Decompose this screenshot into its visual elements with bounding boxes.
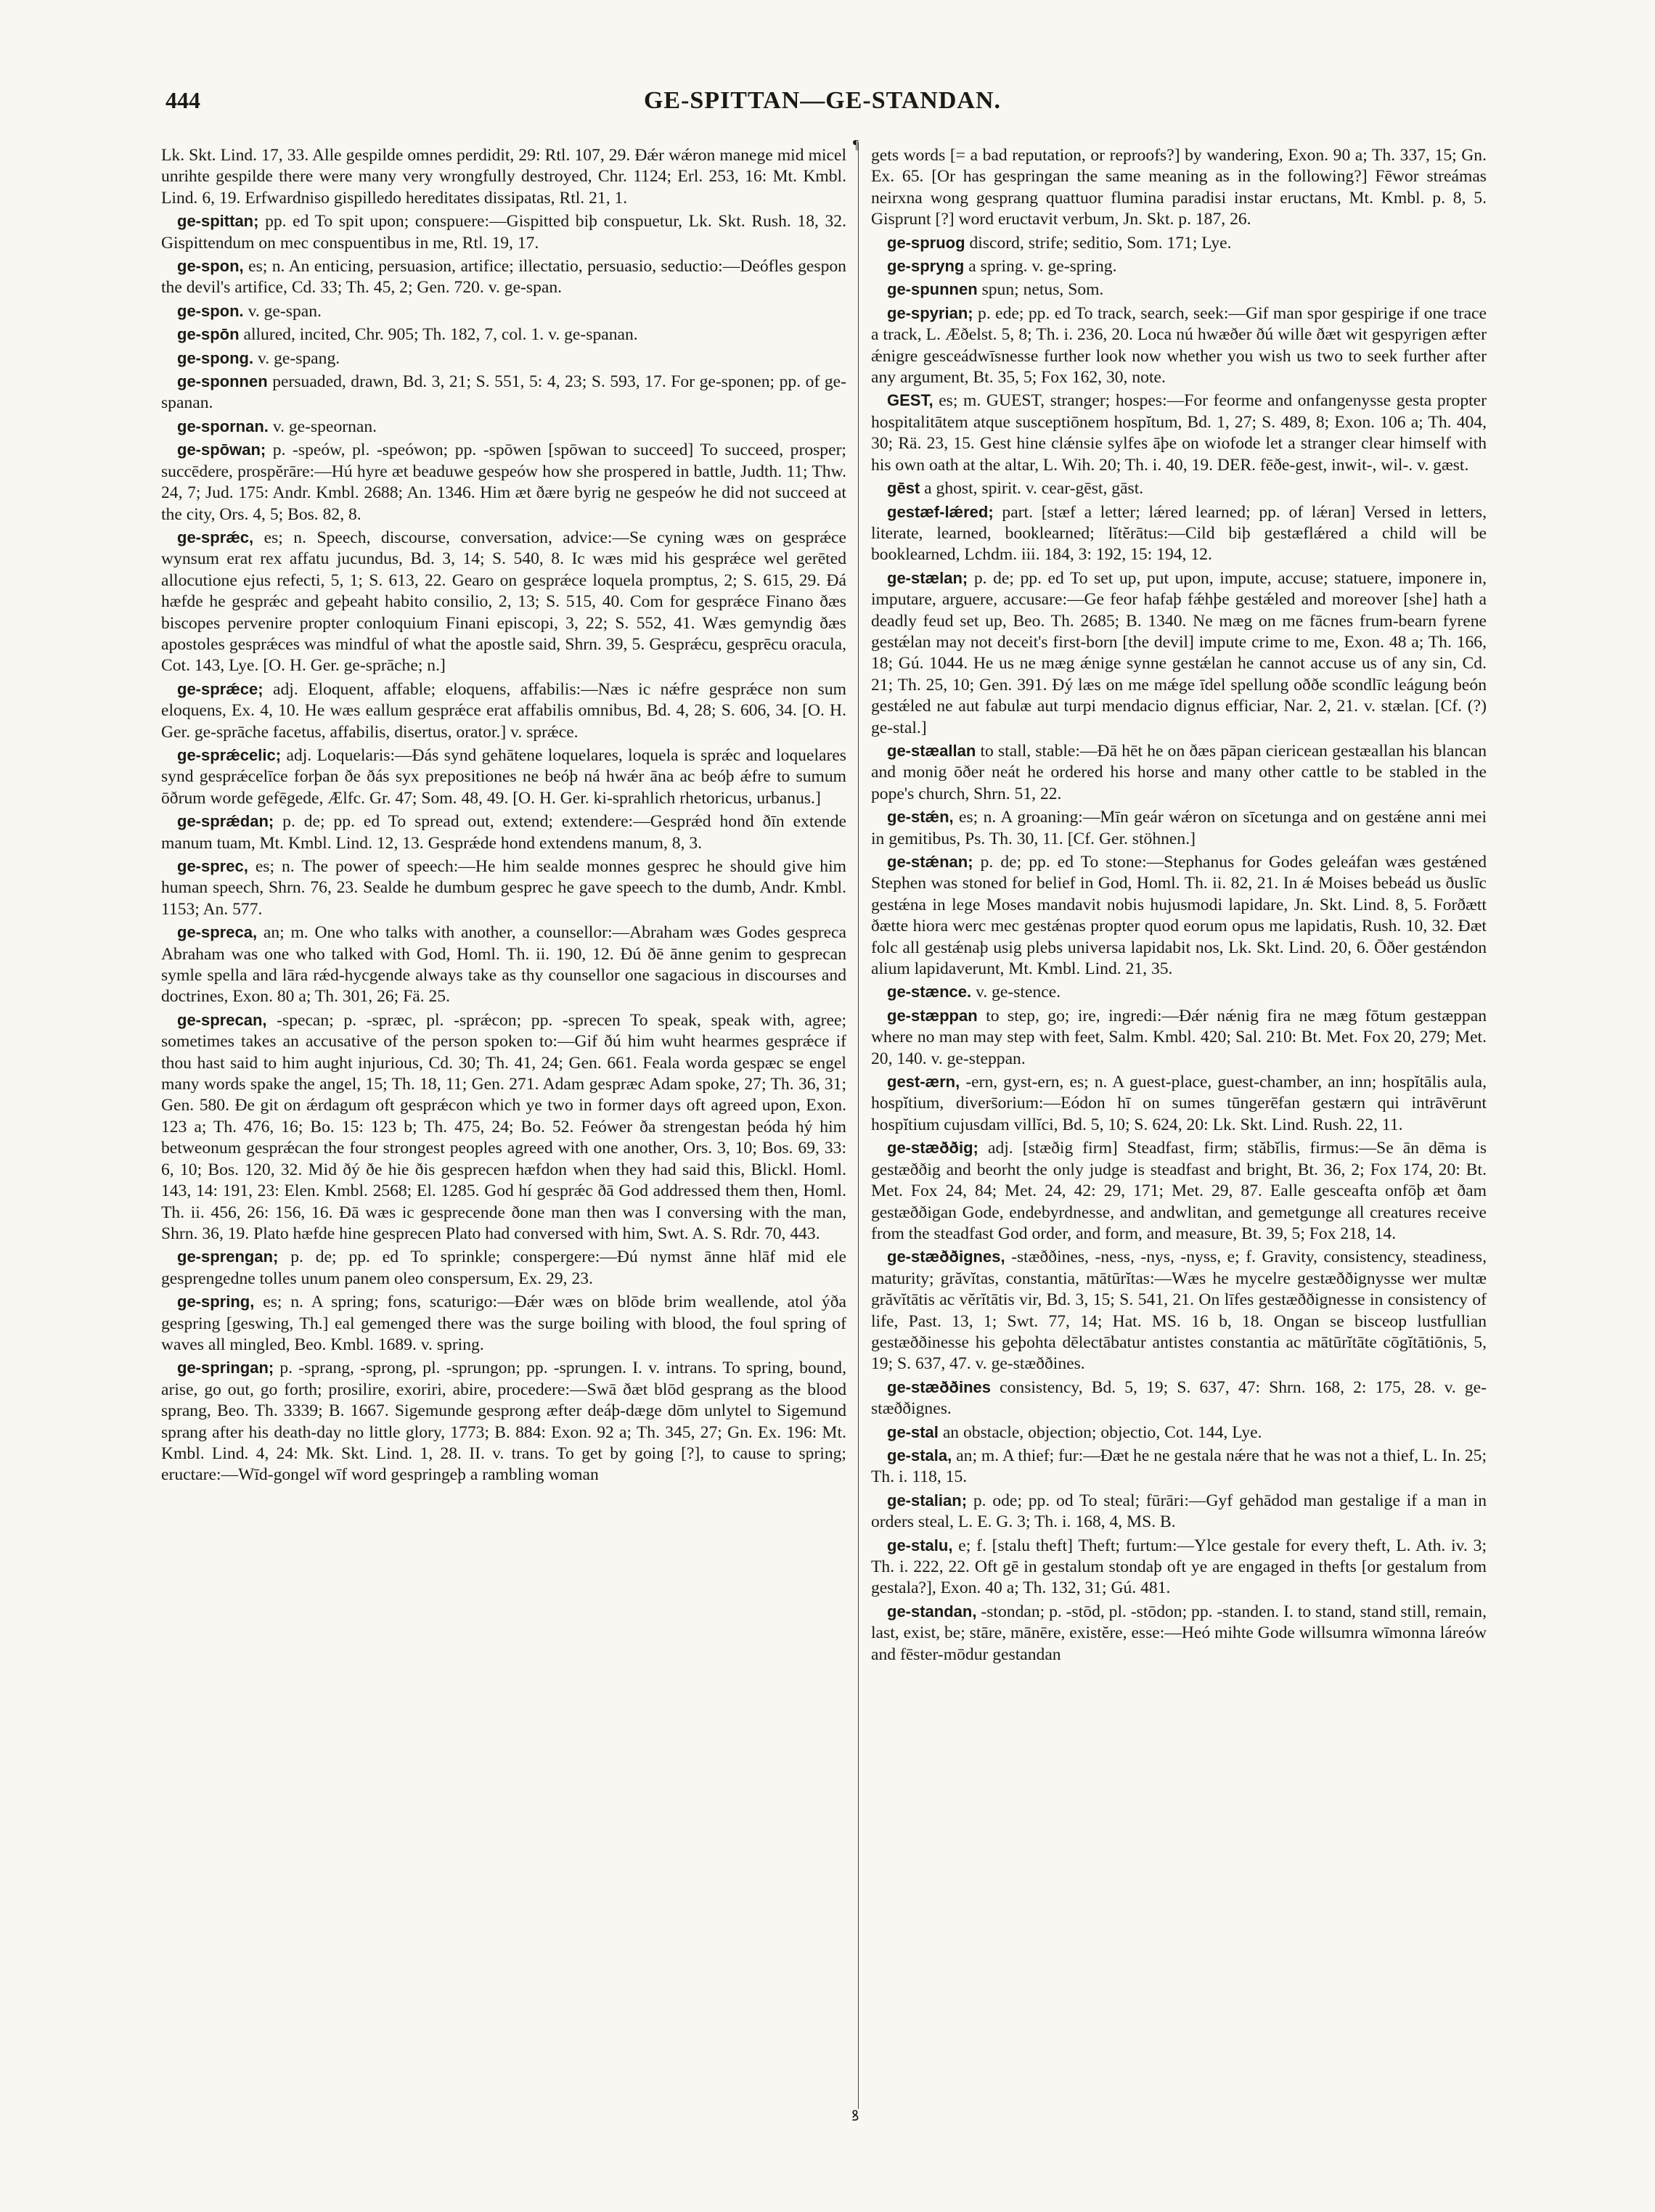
entry-headword: ge-spreca, — [177, 923, 258, 942]
entry-definition: to stall, stable:—Ðā hēt he on ðæs pāpan ciericean gestæallan his blancan and monig ōðer neát he ordered his horse and many other cattle to be stabled in the pope's church, Shrn. 51, 22. — [871, 741, 1487, 803]
dictionary-entry — [161, 145, 846, 209]
dictionary-entry — [871, 390, 1487, 476]
dictionary-entry — [161, 745, 846, 809]
entry-definition: Lk. Skt. Lind. 17, 33. Alle gespilde omnes perdidit, 29: Rtl. 107, 29. Ðǽr wǽron manege mid micel unrihte gespilde there were many very wrongfully destroyed, Chr. 1124; Erl. 253, 16: Mt. Kmbl. Lind. 6, 19. Erfwardniso gispilledo hereditates dissipatas, Rtl. 21, 1. — [161, 146, 846, 208]
page-header — [166, 87, 1479, 128]
entry-headword: ge-spornan. — [177, 417, 269, 435]
entry-headword: ge-standan, — [887, 1602, 977, 1621]
column-rule-top-ornament: ¶ — [853, 137, 859, 152]
entry-definition: spun; netus, Som. — [981, 280, 1104, 300]
entry-headword: ge-stal — [887, 1422, 939, 1441]
entry-definition: v. ge-speornan. — [272, 417, 377, 436]
entry-definition: consistency, Bd. 5, 19; S. 637, 47: Shrn. 168, 2: 175, 28. v. ge-stæððignes. — [871, 1377, 1487, 1419]
entry-definition: -stæððines, -ness, -nys, -nyss, e; f. Gravity, consistency, steadiness, maturity; grăvĭtas, constantia, mātūrĭtas:—Wæs he mycelre gestæððignysse wer multæ grăvĭtātis ac vĕrĭtātis vir, Bd. 3, 15; S. 541, 21. On līfes gestæððignesse in consistency of life, Past. 13, 1; Swt. 77, 14; Hat. MS. 16 b, 18. Ongan se bisceop lustfullian gestæððinesse his geþohta dēlectābatur antistes constantia ac mātūrĭtāte cōgĭtātiōnis, 5, 19; S. 637, 47. v. ge-stæððines. — [871, 1248, 1487, 1374]
entry-definition: p. de; pp. ed To sprinkle; conspergere:—Ðú nymst ānne hlāf mid ele gesprengedne tolles unum panem oleo conspersum, Ex. 29, 23. — [161, 1248, 846, 1288]
dictionary-entry — [161, 811, 846, 854]
dictionary-entry — [161, 300, 846, 322]
entry-definition: p. de; pp. ed To set up, put upon, impute, accuse; statuere, imponere in, imputare, arguere, accusare:—Ge feor hafaþ fǽhþe gestǽled and moreover [she] hath a deadly feud set up, Beo. Th. 2685; B. 1340. Ne mæg on me fācnes frum-bearn fyrene gestǽlan may not deceit's first-born [the devil] impute crime to me, Exon. 48 a; Th. 166, 18; Gú. 1044. He us ne mæg ǽnige synne gestǽlan he cannot accuse us of any sin, Cd. 21; Th. 25, 10; Gen. 391. Ðý læs on me mǽge īdel spellung oððe scondlīc leágung beón gestǽled ne aut fabulæ aut turpi mendacio dignus efficiar, Nar. 2, 21. v. stælan. [Cf. (?) ge-stal.] — [871, 568, 1487, 737]
dictionary-entry — [871, 806, 1487, 850]
entry-definition: a ghost, spirit. v. cear-gēst, gāst. — [924, 479, 1144, 499]
dictionary-entry — [161, 255, 846, 299]
left-column — [161, 145, 846, 2148]
entry-headword: ge-stæððines — [887, 1377, 992, 1396]
dictionary-entry — [871, 478, 1487, 499]
entry-headword: ge-stalian; — [887, 1491, 968, 1510]
dictionary-entry — [871, 1422, 1487, 1443]
entry-definition: part. [stæf a letter; lǽred learned; pp. of lǽran] Versed in letters, literate, learned, booklearned; lĭtĕrātus:—Cild biþ gestæflǽred a child will be booklearned, Lchdm. iii. 184, 3: 192, 15: 194, 12. — [871, 502, 1487, 565]
entry-definition: adj. Eloquent, affable; eloquens, affabilis:—Næs ic nǽfre gesprǽce non sum eloquens, Ex. 4, 10. He wæs eallum gesprǽce erat affabilis omnibus, Bd. 4, 28; S. 606, 34. [O. H. Ger. ge-sprāche facetus, affabilis, disertus, orator.] v. sprǽce. — [161, 679, 846, 742]
entry-headword: ge-stǽn, — [887, 808, 954, 827]
entry-headword: ge-springan; — [177, 1359, 274, 1377]
entry-headword: ge-spyrian; — [887, 303, 973, 322]
entry-headword: GEST, — [887, 391, 933, 410]
dictionary-entry — [871, 851, 1487, 980]
dictionary-entry — [871, 279, 1487, 300]
entry-definition: p. -sprang, -sprong, pl. -sprungon; pp. -sprungen. I. v. intrans. To spring, bound, arise, go out, go forth; prosilire, exoriri, abire, procedere:—Swā ðæt blōd gesprang as the blood sprang, Beo. Th. 3339; B. 1667. Sigemunde gesprong æfter deáþ-dæge dōm unlytel to Sigemund sprang after his death-day no little glory, 1773; B. 884: Exon. 92 a; Th. 345, 27; Gn. Ex. 196: Mt. Kmbl. Lind. 4, 24: Mk. Skt. Lind. 1, 28. II. v. trans. To get by going [?], to cause to spring; eructare:—Wīd-gongel wīf word gespringeþ a rambling woman — [161, 1359, 846, 1485]
entry-headword: ge-sprecan, — [177, 1010, 267, 1029]
dictionary-entry — [161, 1246, 846, 1290]
entry-definition: to step, go; ire, ingredi:—Ðǽr nǽnig fira ne mæg fōtum gestæppan where no man may step with feet, Salm. Kmbl. 420; Sal. 210: Bt. Met. Fox 20, 279; Met. 20, 140. v. ge-steppan. — [871, 1006, 1487, 1068]
dictionary-entry — [871, 501, 1487, 566]
entry-definition: gets words [= a bad reputation, or reproofs?] by wandering, Exon. 90 a; Th. 337, 15; Gn. Ex. 65. [Or has gespringan the same meaning as in the following?] Fēwor streámas neirxna wong gesprang quattuor flumina paradisi instar eructans, Mt. Kmbl. p. 8, 5. Gisprunt [?] word eructavit verbum, Jn. Skt. p. 187, 26. — [871, 146, 1487, 229]
entry-headword: ge-stælan; — [887, 568, 968, 587]
entry-definition: p. ede; pp. ed To track, search, seek:—Gif man spor gespirige if one trace a track, L. Æðelst. 5, 8; Th. i. 236, 20. Loca nú hwæðer ðú wille ðæt wit gespyrigen æfter ǽnigre gesceádwīsnesse further look now whether you wish us two to seek further after any argument, Bt. 35, 5; Fox 162, 30, note. — [871, 303, 1487, 388]
entry-headword: ge-stǽnan; — [887, 853, 973, 871]
dictionary-entry — [161, 439, 846, 525]
dictionary-entry — [161, 1357, 846, 1486]
entry-headword: ge-sprǽcelic; — [177, 745, 282, 764]
entry-definition: pp. ed To spit upon; conspuere:—Gispitted biþ conspuetur, Lk. Skt. Rush. 18, 32. Gispittendum on mec conspuentibus in me, Rtl. 19, 17. — [161, 212, 846, 253]
dictionary-entry — [871, 1377, 1487, 1420]
entry-headword: ge-spōwan; — [177, 441, 266, 459]
entry-headword: ge-spon. — [177, 301, 244, 320]
entry-headword: ge-sprǽc, — [177, 528, 254, 546]
entry-headword: ge-spring, — [177, 1293, 255, 1311]
dictionary-entry — [871, 1601, 1487, 1666]
dictionary-entry — [871, 981, 1487, 1003]
dictionary-entry — [871, 1445, 1487, 1488]
entry-headword: ge-sponnen — [177, 372, 268, 391]
entry-headword: ge-spunnen — [887, 280, 978, 299]
running-title: GE-SPITTAN—GE-STANDAN. — [643, 87, 1002, 114]
dictionary-entry — [161, 679, 846, 743]
entry-headword: gēst — [887, 479, 920, 498]
entry-headword: ge-stæððig; — [887, 1139, 978, 1158]
dictionary-entry — [871, 568, 1487, 739]
entry-headword: ge-spruog — [887, 233, 965, 252]
dictionary-entry — [161, 922, 846, 1008]
entry-headword: gestæf-lǽred; — [887, 502, 994, 521]
entry-headword: ge-stæððignes, — [887, 1248, 1005, 1266]
entry-headword: ge-sprǽce; — [177, 679, 263, 698]
entry-definition: adj. Loquelaris:—Ðás synd gehātene loquelares, loquela is sprǽc and loquelares synd gesprǽcelīce forþan ðe ðás syx prepositiones ne beóþ ná hwǽr āna ac beóþ ǽfre to sumum ōðrum worde gefēgede, Ælfc. Gr. 47; Som. 48, 49. [O. H. Ger. ki-sprahlich rhetoricus, urbanus.] — [161, 745, 846, 808]
dictionary-entry — [871, 1535, 1487, 1599]
dictionary-entry — [871, 1490, 1487, 1533]
entry-definition: p. ode; pp. od To steal; fūrāri:—Gyf gehādod man gestalige if a man in orders steal, L. E. G. 3; Th. i. 168, 4, MS. B. — [871, 1491, 1487, 1532]
dictionary-entry — [161, 371, 846, 414]
entry-definition: p. de; pp. ed To spread out, extend; extendere:—Gesprǽd hond ðīn extende manum tuam, Mt. Kmbl. Lind. 12, 13. Gesprǽde hond extendens manum, 8, 3. — [161, 812, 846, 853]
column-rule-bottom-ornament: ꝸ — [851, 2108, 859, 2124]
entry-definition: -stondan; p. -stōd, pl. -stōdon; pp. -standen. I. to stand, stand still, remain, last, exist, be; stāre, mānēre, existĕre, esse:—Heó mihte Gode willsumra wīmonna láreów and fēster-mōdur gestandan — [871, 1602, 1487, 1664]
entry-headword: ge-spryng — [887, 257, 965, 276]
dictionary-entry — [161, 856, 846, 920]
entry-definition: an; m. One who talks with another, a counsellor:—Abraham wæs Godes gespreca Abraham was one who talked with God, Homl. Th. ii. 190, 12. Ðú ðē ānne genim to gesprecan symle spella and lāra rǽd-hycgende always take as thy counsellor one sagacious in discourses and doctrines, Exon. 80 a; Th. 301, 26; Fä. 25. — [161, 923, 846, 1007]
entry-headword: ge-stala, — [887, 1446, 952, 1465]
entry-headword: ge-stænce. — [887, 983, 972, 1001]
entry-headword: ge-sprec, — [177, 857, 248, 875]
entry-headword: ge-spōn — [177, 325, 240, 344]
dictionary-entry — [161, 324, 846, 345]
entry-headword: ge-stalu, — [887, 1536, 953, 1554]
page-number: 444 — [166, 87, 200, 113]
dictionary-entry — [871, 232, 1487, 254]
dictionary-entry — [161, 416, 846, 438]
entry-definition: -specan; p. -spræc, pl. -sprǽcon; pp. -sprecen To speak, speak with, agree; sometimes takes an accusative of the person spoken to:—Gif ðú him wuht hearmes gesprǽce if thou hast said to him aught injurious, Cd. 30; Th. 41, 24; Gen. 661. Feala worda gespæc se engel many words spake the angel, 15; Th. 18, 11; Gen. 271. Adam gespræc Adam spoke, 27; Th. 36, 31; Gen. 580. Ðe git on ǽrdagum oft gesprǽcon which ye two in former days oft agreed upon, Exon. 123 a; Th. 476, 16; Bo. 15: 123 b; Th. 475, 24; Bo. 52. Feówer ða strengestan þeóda hý him betweonum gesprǽcan the four strongest peoples agreed with one another, Ors. 3, 10; Bos. 69, 33: 6, 10; Bos. 120, 32. Mid ðý ðe hie ðis gesprecen hæfdon when they had said this, Blickl. Homl. 143, 14: 191, 23: Elen. Kmbl. 2568; El. 1285. God hí gesprǽc ðā God addressed them then, Homl. Th. ii. 456, 26: 156, 16. Ðā wæs ic gesprecende ðone man then was I conversing with the man, Shrn. 36, 19. Plato hæfde hine gesprecen Plato had conversed with him, Swt. A. S. Rdr. 70, 443. — [161, 1010, 846, 1243]
entry-definition: es; m. GUEST, stranger; hospes:—For feorme and onfangenysse gesta propter hospitalitātem atque susceptiōnem hospĭtum, Bd. 1, 27; S. 489, 8; Exon. 106 a; Th. 404, 30; Rä. 23, 15. Gest hine clǽnsie sylfes āþe on wiofode let a stranger clear himself with his own oath at the altar, L. Wih. 20; Th. i. 40, 19. DER. fēðe-gest, inwit-, wil-. v. gæst. — [871, 391, 1487, 475]
entry-definition: an; m. A thief; fur:—Ðæt he ne gestala nǽre that he was not a thief, L. In. 25; Th. i. 118, 15. — [871, 1446, 1487, 1487]
entry-definition: es; n. A groaning:—Mīn geár wǽron on sīcetunga and on gestǽne anni mei in gemitibus, Ps. Th. 30, 11. [Cf. Ger. stöhnen.] — [871, 808, 1487, 848]
dictionary-entry — [871, 1246, 1487, 1375]
entry-definition: es; n. Speech, discourse, conversation, advice:—Se cyning wæs on gesprǽce wynsum erat rex affatu jucundus, Bd. 3, 14; S. 540, 8. Ic wæs mid his gesprǽce wel gerēted allocutione ejus refecti, 5, 1; S. 613, 22. Gearo on gesprǽce loquela promptus, 2; S. 615, 29. Ðá hæfde he gesprǽc and geþeaht habito consilio, 2, 13; S. 515, 40. Com for gesprǽce Finano ðæs biscopes pervenire propter conloquium Finani episcopi, 3, 22; S. 552, 41. Wæs gemyndig ðæs apostoles gesprǽces was mindful of what the apostle said, Shrn. 39, 5. Gesprǽcu, gesprēcu oracula, Cot. 143, Lye. [O. H. Ger. ge-sprāche; n.] — [161, 528, 846, 676]
entry-headword: ge-sprengan; — [177, 1248, 279, 1266]
dictionary-entry — [161, 1291, 846, 1356]
entry-definition: v. ge-spang. — [258, 348, 340, 368]
entry-definition: persuaded, drawn, Bd. 3, 21; S. 551, 5: 4, 23; S. 593, 17. For ge-sponen; pp. of ge-spanan. — [161, 372, 846, 413]
right-column — [871, 145, 1487, 2148]
entry-headword: ge-stæallan — [887, 741, 976, 760]
entry-definition: allured, incited, Chr. 905; Th. 182, 7, col. 1. v. ge-spanan. — [243, 325, 638, 345]
entry-definition: v. ge-stence. — [976, 983, 1061, 1002]
entry-definition: -ern, gyst-ern, es; n. A guest-place, guest-chamber, an inn; hospĭtālis aula, hospĭtium, divers̄orium:—Eódon hī on sumes tūngerēfan gestærn qui intrāvērunt hospĭtium cujusdam villĭci, Bd. 5, 10; S. 624, 20: Lk. Skt. Lind. Rush. 22, 11. — [871, 1073, 1487, 1134]
entry-definition: discord, strife; seditio, Som. 171; Lye. — [969, 233, 1232, 253]
dictionary-entry — [871, 1071, 1487, 1136]
entry-headword: ge-spong. — [177, 348, 254, 367]
entry-headword: ge-spon, — [177, 257, 244, 276]
dictionary-entry — [161, 348, 846, 369]
entry-definition: a spring. v. ge-spring. — [968, 257, 1117, 276]
dictionary-entry — [871, 740, 1487, 805]
dictionary-entry — [871, 1005, 1487, 1070]
entry-headword: gest-ærn, — [887, 1073, 960, 1091]
column-rule — [858, 142, 859, 2109]
entry-definition: es; n. A spring; fons, scaturigo:—Ðǽr wæs on blōde brim weallende, atol ýða gespring [geswing, Th.] eal gemenged there was the surge boiling with blood, the foul spring of waves all mingled, Beo. Kmbl. 1689. v. spring. — [161, 1293, 846, 1354]
entry-headword: ge-spittan; — [177, 212, 259, 231]
dictionary-entry — [871, 1137, 1487, 1245]
entry-definition: es; n. An enticing, persuasion, artifice; illectatio, persuasio, seductio:—Deófles gespon the devil's artifice, Cd. 33; Th. 45, 2; Gen. 720. v. ge-span. — [161, 257, 846, 298]
entry-headword: ge-stæppan — [887, 1006, 978, 1025]
entry-definition: v. ge-span. — [248, 301, 322, 321]
dictionary-entry — [871, 145, 1487, 231]
entry-definition: es; n. The power of speech:—He him sealde monnes gesprec he should give him human speech, Shrn. 76, 23. Sealde he dumbum gesprec he gave speech to the dumb, Andr. Kmbl. 1153; An. 577. — [161, 857, 846, 919]
dictionary-entry — [161, 210, 846, 254]
entry-definition: adj. [stæðig firm] Steadfast, firm; stăbĭlis, firmus:—Se ān dēma is gestæððig and beorht the only judge is steadfast and bright, Bt. 36, 2; Fox 174, 20: Bt. Met. Fox 24, 84; Met. 24, 42: 29, 171; Met. 29, 87. Ealle gesceafta onfōþ æt ðam gestæððigan Gode, endebyrdnesse, and andwlitan, and gemetgunge all creatures receive from the steadfast God order, and form, and measure, Bt. 39, 5; Fox 218, 14. — [871, 1139, 1487, 1243]
dictionary-entry — [871, 255, 1487, 277]
entry-definition: e; f. [stalu theft] Theft; furtum:—Ylce gestale for every theft, L. Ath. iv. 3; Th. i. 222, 22. Oft gē in gestalum stondaþ oft ye are engaged in thefts [or gestalum from gestala?], Exon. 40 a; Th. 132, 31; Gú. 481. — [871, 1536, 1487, 1598]
entry-definition: p. de; pp. ed To stone:—Stephanus for Godes geleáfan wæs gestǽned Stephen was stoned for belief in God, Homl. Th. ii. 82, 21. In ǽ Moises bebeád us ðuslīc gestǽna in lege Moses mandavit nobis hujusmodi lapidare, Jn. Skt. Lind. 8, 5. Forðætt ðætte hiora werc mec gestǽnas propter quod eorum opus me lapidatis, Rush. 10, 32. Ðæt folc all gestǽnaþ usig plebs universa lapidabit nos, Lk. Skt. Lind. 20, 6. Ōðer gestǽndon alium lapidaverunt, Mt. Kmbl. Lind. 21, 35. — [871, 853, 1487, 979]
entry-definition: p. -speów, pl. -speówon; pp. -spōwen [spōwan to succeed] To succeed, prosper; succēdere, prospĕrāre:—Hú hyre æt beaduwe gespeów how she prospered in battle, Judth. 11; Thw. 24, 7; Jud. 175: Andr. Kmbl. 2688; An. 1346. Him æt ðære byrig ne gespeów he did not succeed at the city, Ors. 4, 5; Bos. 82, 8. — [161, 441, 846, 524]
dictionary-entry — [871, 303, 1487, 389]
dictionary-entry — [161, 527, 846, 677]
entry-definition: an obstacle, objection; objectio, Cot. 144, Lye. — [942, 1422, 1262, 1442]
dictionary-entry — [161, 1009, 846, 1245]
entry-headword: ge-sprǽdan; — [177, 812, 274, 831]
